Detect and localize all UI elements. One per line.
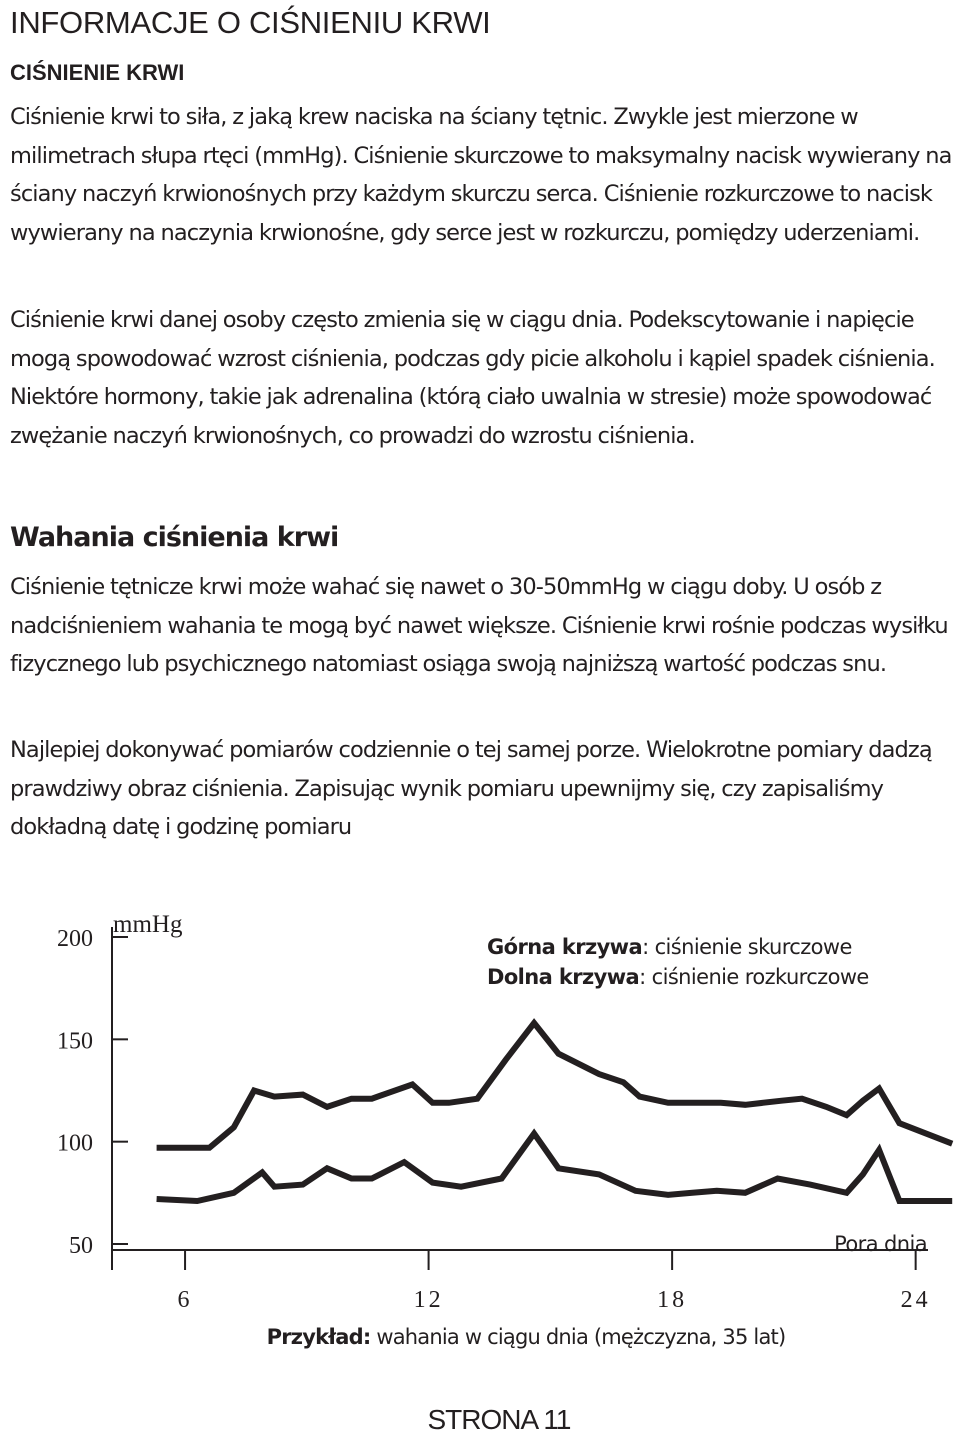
caption-bold: Przykład:: [266, 1325, 371, 1349]
chart-caption: [0, 1320, 960, 1354]
legend-entry-text: : ciśnienie rozkurczowe: [639, 965, 869, 989]
paragraph-daily-changes: Ciśnienie krwi danej osoby często zmienia się w ciągu dnia. Podekscytowanie i napięcie mogą spowodować wzrost ciśnienia, podczas gdy picie alkoholu i kąpiel spadek ciśnienia. Niektóre hormony, takie jak adrenalina (którą ciało uwalnia w stresie) może spowodować zwężanie naczyń krwionośnych, co prowadzi do wzrostu ciśnienia.: [10, 307, 935, 449]
series-line-diastolic: [157, 1134, 953, 1202]
x-axis-label: Pora dnia: [834, 1232, 927, 1256]
page-title: INFORMACJE O CIŚNIENIU KRWI: [10, 5, 491, 40]
x-tick-label-18: 18: [657, 1287, 688, 1313]
blood-pressure-chart: [0, 890, 960, 1315]
series-line-systolic: [157, 1023, 953, 1148]
caption-text: wahania w ciągu dnia (mężczyzna, 35 lat): [370, 1325, 786, 1349]
legend-entry-text: : ciśnienie skurczowe: [642, 935, 852, 959]
y-tick-label-50: 50: [69, 1233, 93, 1259]
paragraph-fluctuations: Ciśnienie tętnicze krwi może wahać się nawet o 30-50mmHg w ciągu doby. U osób z nadciśnieniem wahania te mogą być nawet większe. Ciśnienie krwi rośnie podczas wysiłku fizycznego lub psychicznego natomiast osiąga swoją najniższą wartość podczas snu.: [10, 574, 948, 677]
legend-entry-bold: Dolna krzywa: [487, 965, 640, 989]
legend-entry-upper: [487, 935, 852, 959]
paragraph-measurement-advice: Najlepiej dokonywać pomiarów codziennie o tej samej porze. Wielokrotne pomiary dadzą prawdziwy obraz ciśnienia. Zapisując wynik pomiaru upewnijmy się, czy zapisaliśmy dokładną datę i godzinę pomiaru: [10, 737, 932, 840]
section-heading-fluctuations: Wahania ciśnienia krwi: [10, 522, 339, 553]
legend-entry-lower: [487, 965, 869, 989]
section-subtitle: CIŚNIENIE KRWI: [10, 60, 185, 85]
y-tick-label-150: 150: [57, 1028, 93, 1055]
x-tick-label-24: 24: [900, 1287, 931, 1313]
y-axis-label: mmHg: [113, 911, 183, 938]
chart-labels: [57, 911, 931, 1313]
y-tick-label-200: 200: [57, 926, 93, 952]
x-tick-label-12: 12: [413, 1287, 444, 1313]
page-number: STRONA 11: [427, 1404, 571, 1435]
legend-entry-bold: Górna krzywa: [487, 935, 643, 959]
x-tick-label-6: 6: [177, 1287, 193, 1313]
chart-series: [157, 1023, 953, 1201]
y-tick-label-100: 100: [57, 1130, 93, 1157]
paragraph-definition: Ciśnienie krwi to siła, z jaką krew naciska na ściany tętnic. Zwykle jest mierzone w milimetrach słupa rtęci (mmHg). Ciśnienie skurczowe to maksymalny nacisk wywierany na ściany naczyń krwionośnych przy każdym skurczu serca. Ciśnienie rozkurczowe to nacisk wywierany na naczynia krwionośne, gdy serce jest w rozkurczu, pomiędzy uderzeniami.: [10, 104, 952, 246]
